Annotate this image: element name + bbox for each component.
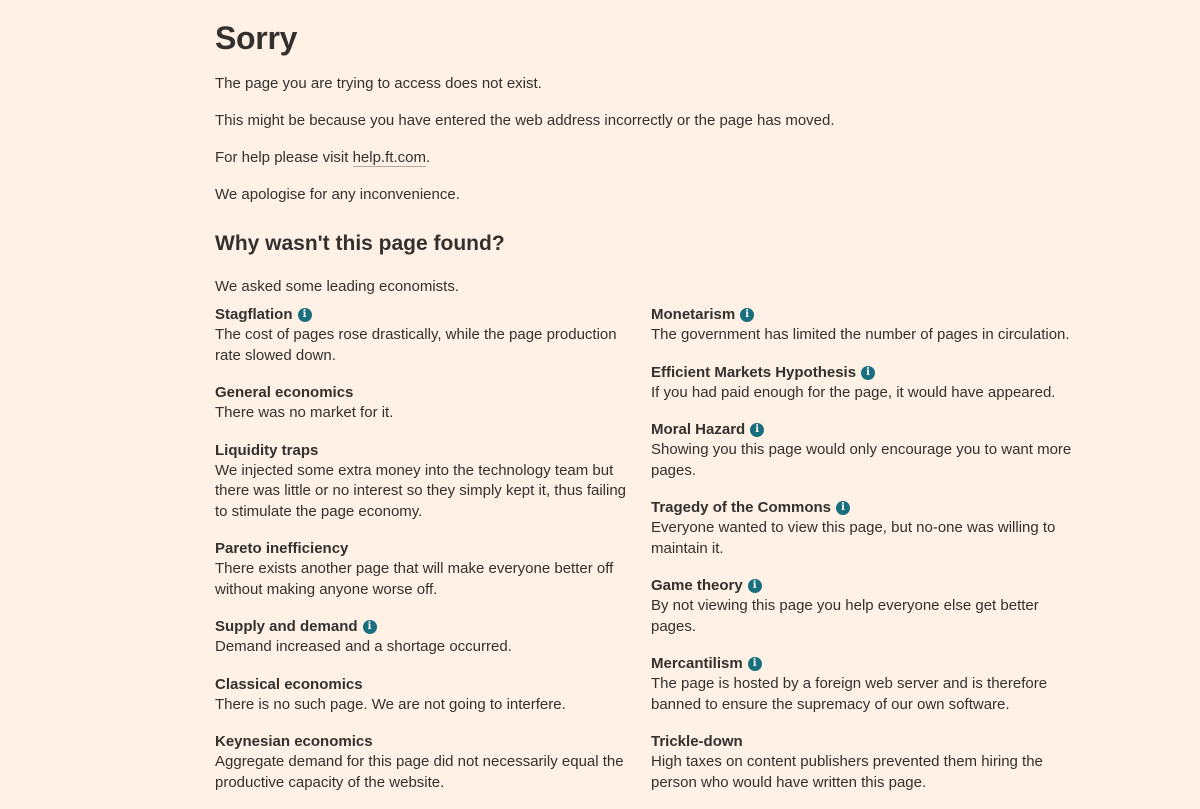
info-icon[interactable]: i: [836, 501, 850, 515]
term-label: Efficient Markets Hypothesis: [651, 363, 857, 381]
list-item-mercantilism: [651, 654, 1075, 715]
apology-message: We apologise for any inconvenience.: [215, 186, 460, 203]
info-icon[interactable]: i: [748, 579, 762, 593]
term-description: If you had paid enough for the page, it would have appeared.: [651, 383, 1056, 401]
help-suffix: .: [425, 149, 431, 166]
list-item-classical-economics: [215, 675, 639, 716]
term-label: General economics: [215, 384, 354, 401]
term-description: We injected some extra money into the technology team but there was little or no interest so they simply kept it, thus failing to stimulate the page economy.: [215, 461, 627, 520]
list-item-moral-hazard: [651, 420, 1075, 481]
list-item-efficient-markets: [651, 363, 1075, 404]
list-item-tragedy-of-commons: [651, 498, 1075, 559]
term-label: Keynesian economics: [215, 733, 373, 750]
right-column: [651, 305, 1075, 809]
term-label: Moral Hazard: [651, 421, 746, 438]
info-icon[interactable]: i: [740, 308, 754, 322]
info-icon[interactable]: i: [748, 657, 762, 671]
help-message: [215, 148, 1075, 168]
term-label: Pareto inefficiency: [215, 540, 349, 557]
term-label: Stagflation: [215, 306, 293, 323]
term-description: Demand increased and a shortage occurred.: [215, 638, 512, 655]
economists-columns: [215, 305, 1075, 809]
info-icon[interactable]: i: [861, 366, 875, 380]
list-item-supply-and-demand: [215, 617, 639, 658]
info-icon[interactable]: i: [298, 308, 312, 322]
info-icon[interactable]: i: [363, 620, 377, 634]
section-heading: Why wasn't this page found?: [215, 232, 505, 255]
term-description: Everyone wanted to view this page, but no-one was willing to maintain it.: [651, 519, 1056, 557]
main-content: [215, 18, 1075, 809]
list-item-trickle-down: [651, 732, 1075, 793]
info-icon[interactable]: i: [750, 423, 764, 437]
message-not-exist: The page you are trying to access does not exist.: [215, 75, 542, 92]
term-description: There was no market for it.: [215, 404, 394, 421]
help-prefix: For help please visit: [215, 149, 353, 166]
term-label: Mercantilism: [651, 655, 743, 672]
list-item-stagflation: [215, 305, 639, 366]
list-item-pareto-inefficiency: [215, 539, 639, 600]
list-item-monetarism: [651, 305, 1075, 346]
section-intro: We asked some leading economists.: [215, 278, 460, 295]
term-label: Monetarism: [651, 306, 736, 323]
term-description: There exists another page that will make everyone better off without making anyone worse off.: [215, 560, 614, 598]
term-label: Supply and demand: [215, 618, 358, 635]
term-label: Game theory: [651, 577, 743, 594]
term-description: By not viewing this page you help everyone else get better pages.: [651, 597, 1039, 635]
term-description: The page is hosted by a foreign web server and is therefore banned to ensure the supremacy of our own software.: [651, 675, 1048, 713]
term-label: Classical economics: [215, 675, 363, 693]
left-column: [215, 305, 639, 809]
term-description: Showing you this page would only encourage you to want more pages.: [651, 441, 1072, 479]
list-item-liquidity-traps: [215, 441, 639, 523]
message-moved: This might be because you have entered the web address incorrectly or the page has moved.: [215, 112, 835, 129]
page-title: Sorry: [215, 20, 298, 56]
term-description: High taxes on content publishers prevented them hiring the person who would have written this page.: [651, 753, 1043, 791]
term-label: Liquidity traps: [215, 441, 319, 459]
term-description: Aggregate demand for this page did not necessarily equal the productive capacity of the website.: [215, 753, 624, 791]
term-label: Trickle-down: [651, 733, 743, 750]
help-link[interactable]: help.ft.com: [352, 149, 426, 166]
list-item-general-economics: [215, 383, 639, 424]
term-description: The government has limited the number of pages in circulation.: [651, 326, 1070, 343]
term-label: Tragedy of the Commons: [651, 499, 832, 516]
list-item-keynesian-economics: [215, 732, 639, 793]
list-item-game-theory: [651, 576, 1075, 637]
term-description: There is no such page. We are not going to interfere.: [215, 695, 566, 713]
term-description: The cost of pages rose drastically, while the page production rate slowed down.: [215, 326, 617, 364]
